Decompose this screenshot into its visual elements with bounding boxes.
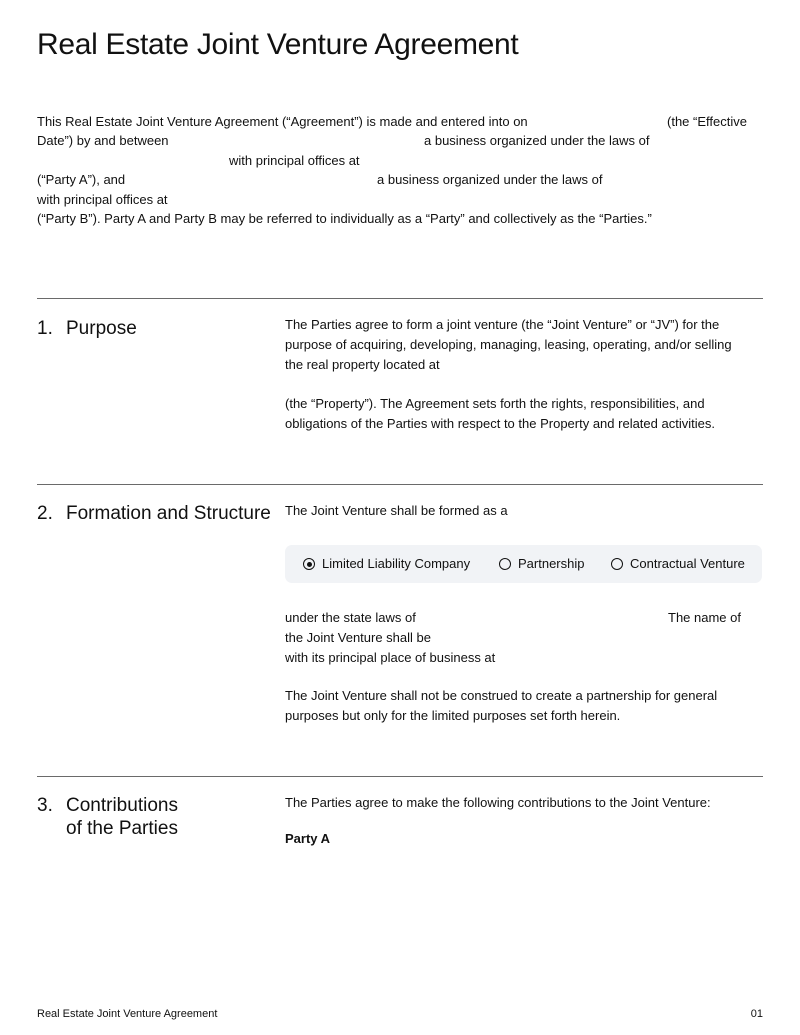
intro-text: with principal offices at xyxy=(37,192,168,207)
intro-text: Date”) by and between xyxy=(37,133,169,148)
purpose-text: (the “Property”). The Agreement sets forth the rights, responsibilities, and xyxy=(285,396,705,411)
purpose-text: The Parties agree to form a joint venture (the “Joint Venture” or “JV”) for the xyxy=(285,317,720,332)
formation-text: The Joint Venture shall be formed as a xyxy=(285,503,508,518)
party-a-name-field[interactable] xyxy=(180,132,418,150)
intro-text: a business organized under the laws of xyxy=(377,172,603,187)
formation-text: with its principal place of business at xyxy=(285,650,496,665)
section-title-cont: of the Parties xyxy=(66,818,178,839)
purpose-text: purpose of acquiring, developing, managing, leasing, operating, and/or selling xyxy=(285,337,732,352)
state-field[interactable] xyxy=(440,609,660,627)
radio-unselected-icon xyxy=(499,558,511,570)
section-1-heading xyxy=(37,317,137,340)
section-number: 2. xyxy=(37,503,53,524)
section-number: 3. xyxy=(37,795,53,816)
footer-title: Real Estate Joint Venture Agreement xyxy=(37,1008,218,1020)
formation-text: under the state laws of xyxy=(285,610,416,625)
radio-contractual-venture[interactable] xyxy=(611,556,745,572)
entity-type-radio-group xyxy=(285,545,762,583)
party-b-name-field[interactable] xyxy=(135,171,370,189)
party-b-jurisdiction-field[interactable] xyxy=(614,171,762,189)
intro-text: (“Party A”), and xyxy=(37,172,126,187)
radio-label: Partnership xyxy=(518,556,585,571)
section-2-heading xyxy=(37,502,271,525)
radio-partnership[interactable] xyxy=(499,556,584,572)
intro-text: (the “Effective xyxy=(667,114,747,129)
radio-limited-liability-company[interactable] xyxy=(303,556,470,572)
formation-text: The name of xyxy=(668,610,741,625)
property-address-field[interactable] xyxy=(452,356,762,374)
section-title: Purpose xyxy=(66,318,137,339)
purpose-text: obligations of the Parties with respect to the Property and related activities. xyxy=(285,416,715,431)
intro-text: This Real Estate Joint Venture Agreement (“Agreement”) is made and entered into on xyxy=(37,114,528,129)
radio-label: Limited Liability Company xyxy=(322,556,471,571)
party-a-jurisdiction-field[interactable] xyxy=(37,152,222,170)
jv-address-field[interactable] xyxy=(508,649,762,667)
radio-label: Contractual Venture xyxy=(630,556,745,571)
divider xyxy=(37,484,763,485)
page-number: 01 xyxy=(750,1008,763,1020)
section-title: Contributions xyxy=(66,795,178,816)
radio-selected-icon xyxy=(303,558,315,570)
section-3-heading xyxy=(37,794,178,840)
page-title: Real Estate Joint Venture Agreement xyxy=(37,28,519,61)
divider xyxy=(37,776,763,777)
jv-name-field[interactable] xyxy=(440,629,762,647)
formation-text: The Joint Venture shall not be construed to create a partnership for general xyxy=(285,688,718,703)
intro-text: with principal offices at xyxy=(229,153,360,168)
contributions-text: The Parties agree to make the following contributions to the Joint Venture: xyxy=(285,795,711,810)
party-a-address-field[interactable] xyxy=(372,152,762,170)
divider xyxy=(37,298,763,299)
formation-text: the Joint Venture shall be xyxy=(285,630,431,645)
section-title: Formation and Structure xyxy=(66,503,271,524)
intro-text: (“Party B”). Party A and Party B may be referred to individually as a “Party” and collectively as the “Parties.” xyxy=(37,211,652,226)
party-a-label: Party A xyxy=(285,831,331,846)
intro-text: a business organized under the laws of xyxy=(424,133,650,148)
effective-date-field[interactable] xyxy=(540,113,660,131)
section-number: 1. xyxy=(37,318,53,339)
purpose-text: the real property located at xyxy=(285,357,440,372)
radio-unselected-icon xyxy=(611,558,623,570)
party-b-address-field[interactable] xyxy=(180,191,762,209)
formation-text: purposes but only for the limited purposes set forth herein. xyxy=(285,708,621,723)
